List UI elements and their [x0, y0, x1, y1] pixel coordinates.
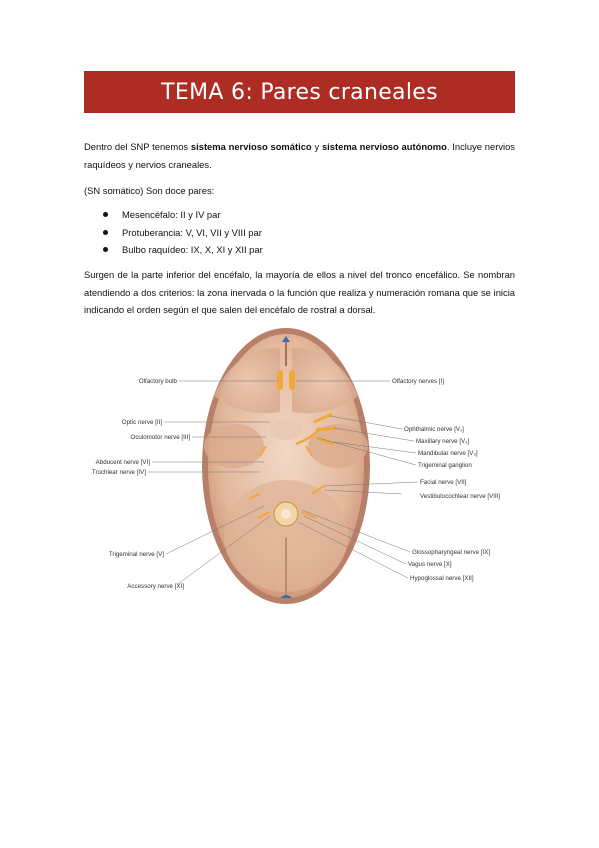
intro-bold-somatic: sistema nervioso somático	[190, 141, 312, 152]
olfactory-bulb-left	[277, 370, 283, 390]
nerve-origin-list	[100, 206, 400, 259]
label-facial-nerve: Facial nerve [VII]	[420, 479, 467, 486]
sella-region	[270, 420, 302, 440]
label-oculomotor-nerve: Oculomotor nerve [III]	[130, 434, 190, 441]
label-abducent-nerve: Abducent nerve [VI]	[95, 459, 150, 466]
page-title: TEMA 6: Pares craneales	[161, 79, 438, 105]
label-trigeminal-nerve: Trigeminal nerve [V]	[108, 551, 164, 558]
label-trochlear-nerve: Trochlear nerve [IV]	[91, 469, 146, 476]
label-glossopharyngeal-nerve: Glossopharyngeal nerve [IX]	[412, 549, 491, 556]
label-hypoglossal-nerve: Hypoglossal nerve [XII]	[410, 575, 474, 582]
list-item: Mesencéfalo: II y IV par	[100, 206, 400, 224]
brainstem-core	[281, 509, 291, 519]
label-olfactory-nerves: Olfactory nerves [I]	[392, 378, 444, 385]
intro-paragraph	[84, 138, 515, 173]
intro-text-before: Dentro del SNP tenemos	[84, 141, 191, 152]
middle-fossa-left	[204, 424, 264, 468]
label-ophthalmic-nerve: Ophthalmic nerve [V₁]	[404, 426, 464, 433]
intro-text-after: . Incluye nervios raquídeos y nervios craneales.	[84, 141, 515, 170]
label-vagus-nerve: Vagus nerve [X]	[408, 561, 452, 568]
olfactory-bulb-right	[289, 370, 295, 390]
label-olfactory-bulb: Olfactory bulb	[138, 378, 177, 385]
label-trigeminal-ganglion: Trigeminal ganglion	[418, 462, 472, 469]
list-item: Protuberancia: V, VI, VII y VIII par	[100, 224, 400, 242]
label-mandibular-nerve: Mandibular nerve [V₃]	[418, 450, 478, 457]
somatic-lead: (SN somático) Son doce pares:	[84, 185, 215, 196]
skull-base-figure	[84, 326, 516, 608]
list-item: Bulbo raquídeo: IX, X, XI y XII par	[100, 241, 400, 259]
label-vestibulocochlear-nerve: Vestibulocochlear nerve [VIII]	[420, 493, 501, 500]
intro-text-middle: y	[311, 141, 322, 152]
intro-bold-autonomic: sistema nervioso autónomo	[321, 141, 447, 152]
closing-paragraph: Surgen de la parte inferior del encéfalo, la mayoría de ellos a nivel del tronco encefálico. Se nombran atendiendo a dos criterios: la zona inervada o la función que realiza y numeración romana que se inicia indicando el orden según el que salen del encéfalo de rostral a dorsal.	[84, 269, 515, 315]
label-accessory-nerve: Accessory nerve [XI]	[127, 583, 184, 590]
label-maxillary-nerve: Maxillary nerve [V₂]	[416, 438, 470, 445]
title-banner	[84, 71, 515, 113]
label-optic-nerve: Optic nerve [II]	[121, 419, 162, 426]
skull-base-illustration	[84, 326, 516, 608]
